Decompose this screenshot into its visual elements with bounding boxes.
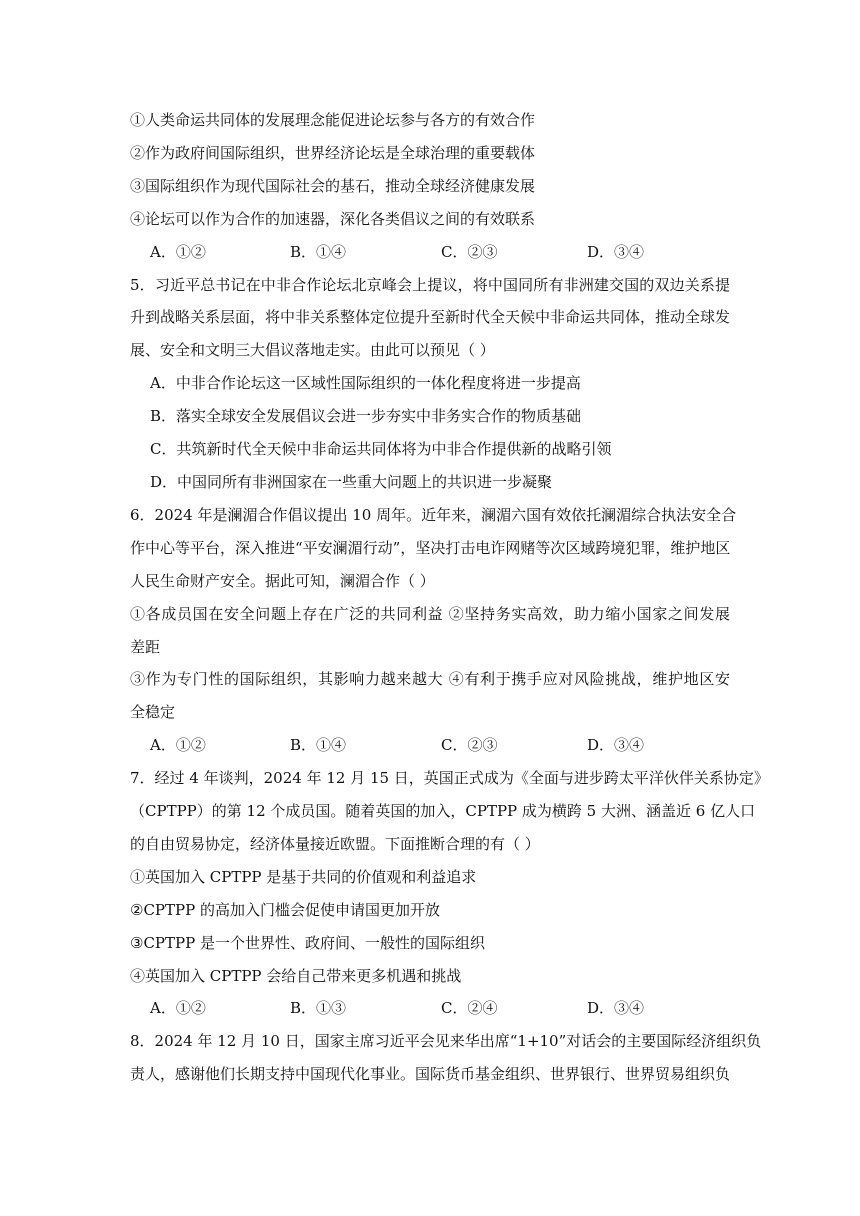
q6-stem-line-2: 作中心等平台，深入推进“平安澜湄行动”，坚决打击电诈网赌等次区域跨境犯罪，维护地区 (130, 538, 731, 557)
q4-option-d: D．③④ (587, 242, 645, 261)
q5-choice-b: B．落实全球安全发展倡议会进一步夯实中非务实合作的物质基础 (150, 407, 582, 426)
q5-choice-a: A．中非合作论坛这一区域性国际组织的一体化程度将进一步提高 (150, 374, 581, 393)
q6-statement-line-3: ③作为专门性的国际组织，其影响力越来越大 ④有利于携手应对风险挑战，维护地区安 (130, 670, 730, 689)
q7-statement-4: ④英国加入 CPTPP 会给自己带来更多机遇和挑战 (130, 966, 462, 985)
q5-choice-d: D．中国同所有非洲国家在一些重大问题上的共识进一步凝聚 (150, 472, 553, 491)
q7-stem-line-3: 的自由贸易协定，经济体量接近欧盟。下面推断合理的有（ ） (130, 834, 540, 853)
q8-stem-line-2: 责人，感谢他们长期支持中国现代化事业。国际货币基金组织、世界银行、世界贸易组织负 (130, 1065, 731, 1084)
q4-statement-4: ④论坛可以作为合作的加速器，深化各类倡议之间的有效联系 (130, 209, 536, 228)
q4-option-a: A．①② (150, 242, 206, 261)
q7-option-b: B．①③ (290, 999, 347, 1018)
q5-stem-line-3: 展、安全和文明三大倡议落地走实。由此可以预见（ ） (130, 341, 495, 360)
q7-statement-1: ①英国加入 CPTPP 是基于共同的价值观和利益追求 (130, 867, 477, 886)
q5-choice-c: C．共筑新时代全天候中非命运共同体将为中非合作提供新的战略引领 (150, 440, 612, 459)
q6-stem-line-1: 6．2024 年是澜湄合作倡议提出 10 周年。近年来，澜湄六国有效依托澜湄综合执法安全合 (130, 505, 737, 524)
q5-stem-line-1: 5．习近平总书记在中非合作论坛北京峰会上提议，将中国同所有非洲建交国的双边关系提 (130, 275, 730, 294)
q4-option-b: B．①④ (290, 242, 347, 261)
q4-statement-3: ③国际组织作为现代国际社会的基石，推动全球经济健康发展 (130, 176, 536, 195)
q6-option-a: A．①② (150, 736, 206, 755)
q7-statement-2: ②CPTPP 的高加入门槛会促使申请国更加开放 (130, 900, 440, 919)
q4-option-c: C．②③ (441, 242, 498, 261)
q7-option-c: C．②④ (441, 999, 498, 1018)
q4-statement-2: ②作为政府间国际组织，世界经济论坛是全球治理的重要载体 (130, 143, 536, 162)
q6-options (130, 729, 730, 762)
q6-option-b: B．①④ (290, 736, 347, 755)
q5-stem-line-2: 升到战略关系层面，将中非关系整体定位提升至新时代全天候中非命运共同体，推动全球发 (130, 308, 731, 327)
q6-statement-line-1: ①各成员国在安全问题上存在广泛的共同利益 ②坚持务实高效，助力缩小国家之间发展 (130, 604, 730, 623)
q7-stem-line-2: （CPTPP）的第 12 个成员国。随着英国的加入，CPTPP 成为横跨 5 大洲、涵盖近 6 亿人口 (130, 802, 756, 821)
q7-statement-3: ③CPTPP 是一个世界性、政府间、一般性的国际组织 (130, 933, 485, 952)
q7-option-a: A．①② (150, 999, 206, 1018)
q6-stem-line-3: 人民生命财产安全。据此可知，澜湄合作（ ） (130, 571, 435, 590)
q8-stem-line-1: 8．2024 年 12 月 10 日，国家主席习近平会见来华出席“1+10”对话会的主要国际经济组织负 (130, 1032, 762, 1051)
q7-option-d: D．③④ (587, 999, 645, 1018)
q7-stem-line-1: 7．经过 4 年谈判，2024 年 12 月 15 日，英国正式成为《全面与进步跨太平洋伙伴关系协定》 (130, 769, 769, 788)
q6-statement-line-2: 差距 (130, 637, 161, 656)
q6-option-c: C．②③ (441, 736, 498, 755)
q6-statement-line-4: 全稳定 (130, 703, 176, 722)
q4-options (130, 236, 730, 269)
q4-statement-1: ①人类命运共同体的发展理念能促进论坛参与各方的有效合作 (130, 111, 536, 129)
q6-option-d: D．③④ (587, 736, 645, 755)
q7-options (130, 992, 730, 1025)
